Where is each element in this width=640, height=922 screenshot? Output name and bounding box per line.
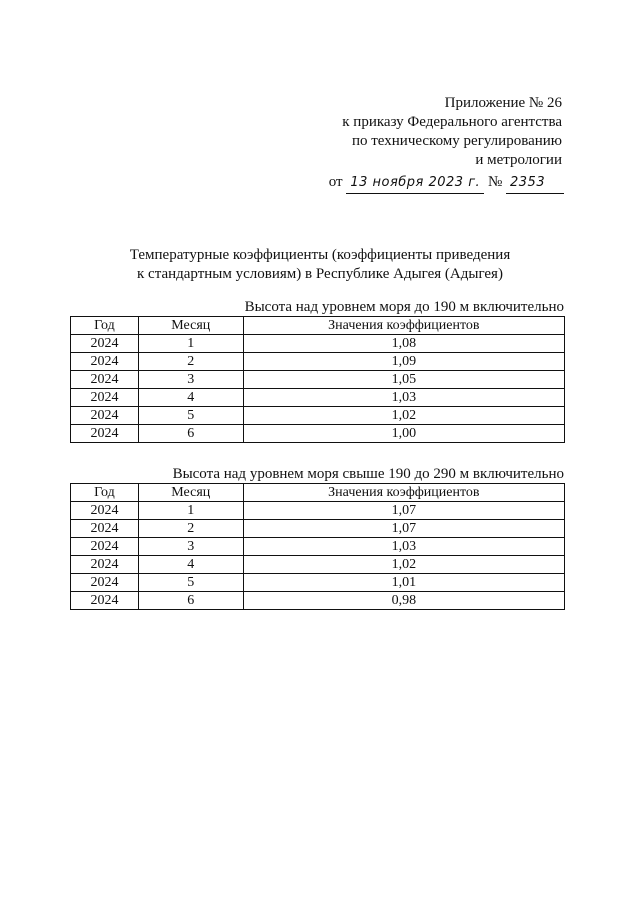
table-row — [71, 556, 565, 574]
cell-year: 2024 — [71, 335, 139, 353]
order-number-handwritten: 2353 — [506, 173, 564, 194]
cell-value: 0,98 — [243, 592, 564, 610]
table-header-row — [71, 317, 565, 335]
cell-year: 2024 — [71, 574, 139, 592]
cell-value: 1,02 — [243, 556, 564, 574]
cell-month: 2 — [138, 520, 243, 538]
table-row — [71, 353, 565, 371]
appendix-line: Приложение № 26 — [444, 95, 562, 111]
table-row — [71, 425, 565, 443]
cell-month: 3 — [138, 371, 243, 389]
cell-month: 4 — [138, 389, 243, 407]
cell-month: 4 — [138, 556, 243, 574]
cell-value: 1,09 — [243, 353, 564, 371]
coefficients-table-1 — [70, 316, 565, 443]
document-title — [0, 246, 640, 284]
cell-value: 1,01 — [243, 574, 564, 592]
header-value: Значения коэффициентов — [243, 484, 564, 502]
table-row — [71, 592, 565, 610]
cell-value: 1,02 — [243, 407, 564, 425]
cell-month: 6 — [138, 592, 243, 610]
table-caption-1: Высота над уровнем моря до 190 м включительно — [244, 299, 564, 315]
cell-value: 1,05 — [243, 371, 564, 389]
appendix-line: по техническому регулированию — [351, 133, 562, 149]
table-row — [71, 407, 565, 425]
appendix-block — [342, 94, 562, 170]
header-year: Год — [71, 317, 139, 335]
table-caption-2: Высота над уровнем моря свыше 190 до 290 м включительно — [172, 466, 564, 482]
table-header-row — [71, 484, 565, 502]
cell-year: 2024 — [71, 425, 139, 443]
order-date-handwritten: 13 ноября 2023 г. — [346, 173, 484, 194]
cell-value: 1,00 — [243, 425, 564, 443]
cell-year: 2024 — [71, 407, 139, 425]
cell-year: 2024 — [71, 389, 139, 407]
order-number-label: № — [487, 174, 503, 190]
order-from-label: от — [328, 174, 343, 190]
cell-value: 1,03 — [243, 389, 564, 407]
cell-month: 5 — [138, 407, 243, 425]
title-line-1: Температурные коэффициенты (коэффициенты приведения — [129, 247, 511, 263]
cell-month: 2 — [138, 353, 243, 371]
cell-value: 1,03 — [243, 538, 564, 556]
cell-year: 2024 — [71, 538, 139, 556]
cell-year: 2024 — [71, 556, 139, 574]
cell-year: 2024 — [71, 520, 139, 538]
table-row — [71, 335, 565, 353]
cell-year: 2024 — [71, 592, 139, 610]
header-value: Значения коэффициентов — [243, 317, 564, 335]
header-month: Месяц — [138, 317, 243, 335]
coefficients-table-2 — [70, 483, 565, 610]
header-year: Год — [71, 484, 139, 502]
cell-month: 1 — [138, 502, 243, 520]
table-row — [71, 389, 565, 407]
cell-month: 1 — [138, 335, 243, 353]
cell-value: 1,07 — [243, 520, 564, 538]
cell-month: 3 — [138, 538, 243, 556]
order-reference — [329, 172, 564, 194]
title-line-2: к стандартным условиям) в Республике Адыгея (Адыгея) — [137, 266, 503, 282]
table-row — [71, 538, 565, 556]
cell-year: 2024 — [71, 353, 139, 371]
cell-year: 2024 — [71, 371, 139, 389]
cell-value: 1,08 — [243, 335, 564, 353]
table-row — [71, 502, 565, 520]
cell-value: 1,07 — [243, 502, 564, 520]
table-row — [71, 371, 565, 389]
header-month: Месяц — [138, 484, 243, 502]
table-row — [71, 520, 565, 538]
cell-year: 2024 — [71, 502, 139, 520]
appendix-line: и метрологии — [475, 152, 562, 168]
appendix-line: к приказу Федерального агентства — [342, 114, 562, 130]
cell-month: 5 — [138, 574, 243, 592]
table-row — [71, 574, 565, 592]
cell-month: 6 — [138, 425, 243, 443]
